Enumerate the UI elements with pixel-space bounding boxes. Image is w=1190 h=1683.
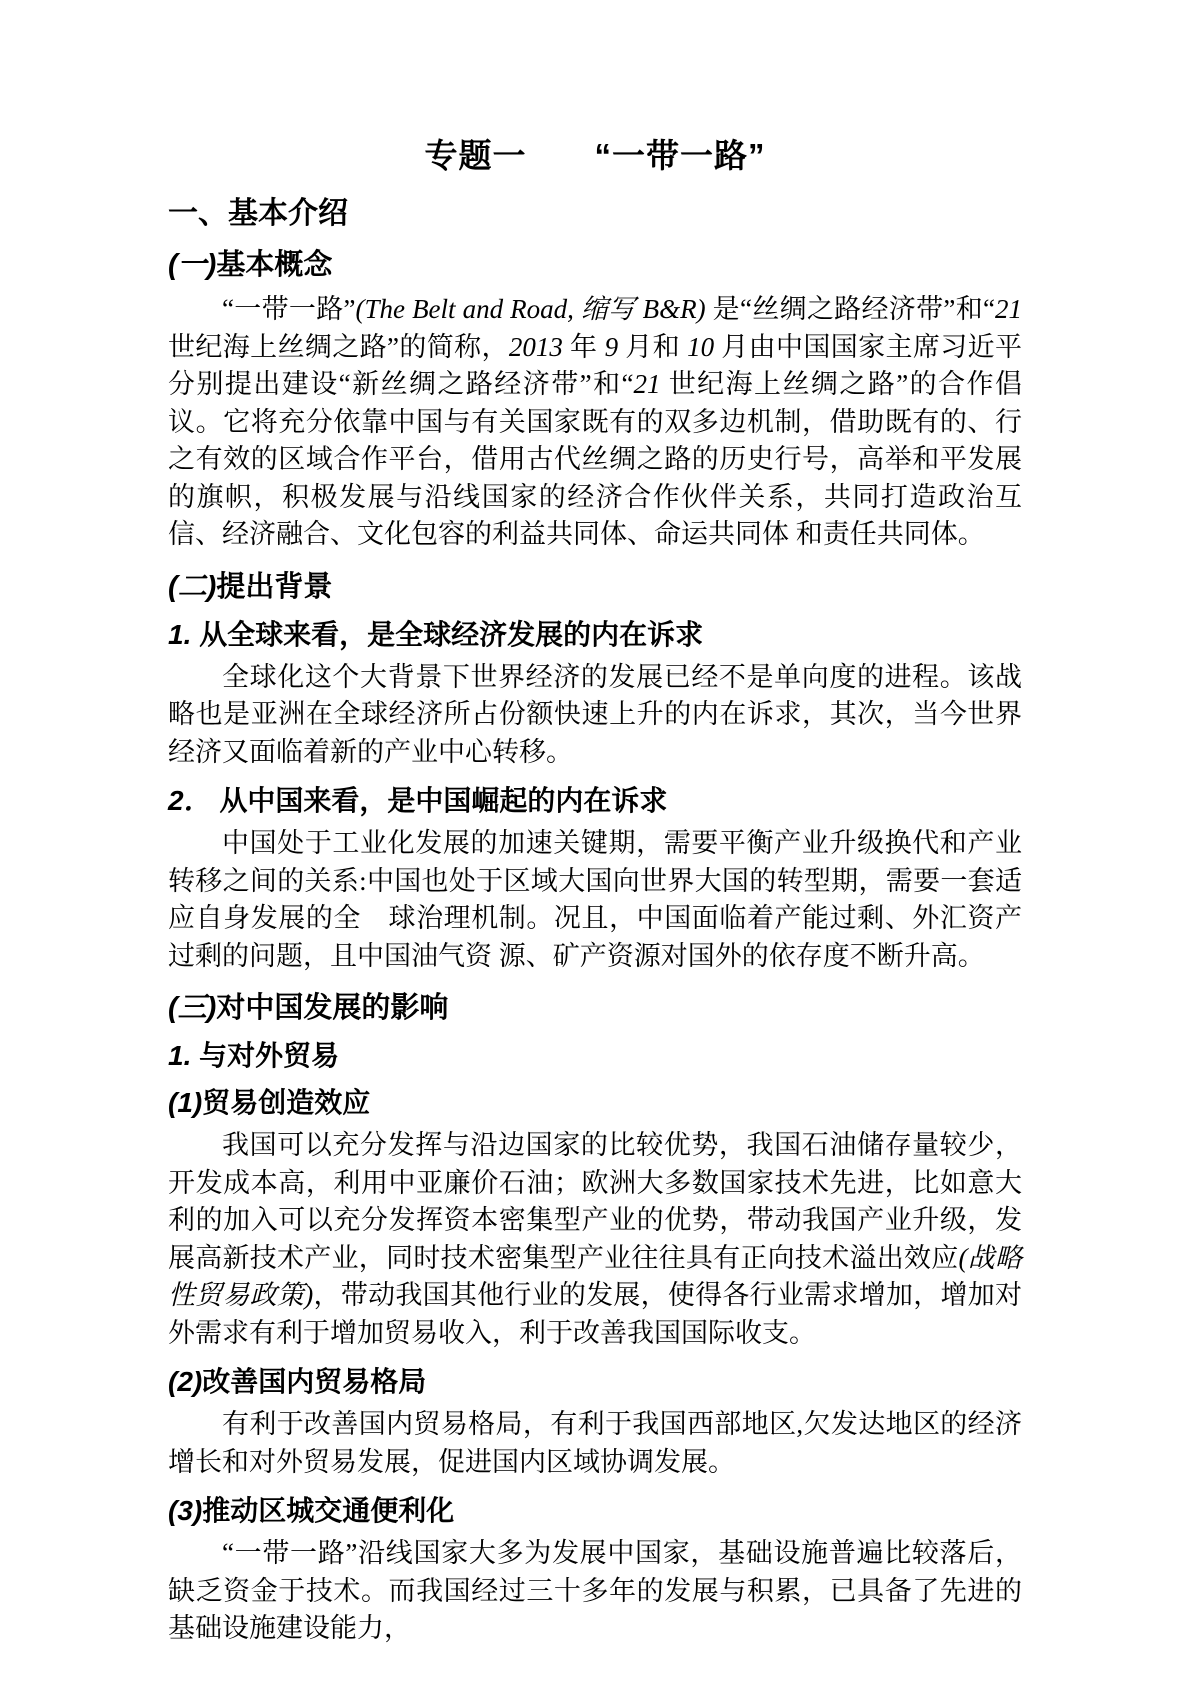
text-run-italic: (一) xyxy=(168,249,217,281)
text-run: 我国可以充分发挥与沿边国家的比较优势，我国石油储存量较少，开发成本高，利用中亚廉价石油；欧洲大多数国家技术先进，比如意大利的加入可以充分发挥资本密集型产业的优势，带动我国产业升级，发展高新技术产业，同时技术密集型产业往往具有正向技术溢出效应 xyxy=(168,1130,1022,1273)
heading-domestic-trade-pattern xyxy=(168,1365,1022,1399)
text-run: 一、基本介绍 xyxy=(168,197,348,230)
text-run: 世纪海上丝绸之路”的合作倡议。它将充分依靠中国与有关国家既有的双多边机制，借助既有的、行之有效的区域合作平台，借用古代丝绸之路的历史行号，高举和平发展的旗帜，积极发展与沿线国家的经济合作伙伴关系，共同打造政治互信、经济融合、文化包容的利益共同体、命运共同体 和责任共同体。 xyxy=(168,369,1023,549)
text-run-italic: (三) xyxy=(168,992,217,1024)
text-run-italic: 21 xyxy=(633,369,661,399)
text-run-italic: (3) xyxy=(168,1495,203,1526)
text-run: 全球化这个大背景下世界经济的发展已经不是单向度的进程。该战略也是亚洲在全球经济所占份额快速上升的内在诉求，其次，当今世界经济又面临着新的产业中心转移。 xyxy=(168,661,1022,767)
heading-basic-introduction xyxy=(168,196,1022,232)
text-run: 月和 xyxy=(618,331,688,362)
text-run-italic: (二) xyxy=(168,570,217,603)
heading-global-perspective xyxy=(168,618,1022,652)
text-run-italic: 1. xyxy=(168,618,192,650)
paragraph-china-perspective xyxy=(168,825,1022,975)
text-run-italic: (1) xyxy=(168,1087,203,1118)
heading-proposal-background xyxy=(168,570,1022,605)
heading-trade-creation-effect xyxy=(168,1086,1022,1120)
text-run: 是“丝绸之路经济带”和“ xyxy=(705,294,995,324)
text-run: 改善国内贸易格局 xyxy=(202,1366,427,1397)
text-run: 对中国发展的影响 xyxy=(216,992,449,1024)
text-run: 推动区城交通便利化 xyxy=(202,1495,455,1526)
text-run: “一带一路”沿线国家大多为发展中国家，基础设施普遍比较落后，缺乏资金于技术。而我国经过三十多年的发展与积累，已具备了先进的基础设施建设能力， xyxy=(168,1538,1022,1643)
text-run-italic: 1. xyxy=(168,1040,192,1071)
text-run: 与对外贸易 xyxy=(191,1040,340,1071)
text-run: 月由中国国家主席习近平分别提出建设“新丝绸之路经济带”和“ xyxy=(168,331,1023,399)
paragraph-basic-concept xyxy=(168,291,1022,554)
text-run: 贸易创造效应 xyxy=(202,1087,371,1118)
text-run: 从中国来看，是中国崛起的内在诉求 xyxy=(211,785,668,816)
paragraph-trade-creation-effect xyxy=(168,1127,1022,1352)
text-run: 世纪海上丝绸之路”的简称， xyxy=(168,331,509,362)
document-title: 专题一 “一带一路” xyxy=(424,137,766,174)
paragraph-global-perspective xyxy=(168,659,1022,772)
text-run-italic: (The Belt and Road, 缩写 B&R) xyxy=(355,294,706,324)
heading-foreign-trade xyxy=(168,1039,1022,1073)
heading-impact-on-china xyxy=(168,991,1022,1026)
text-run-italic: 10 xyxy=(687,331,715,362)
text-run: ，带动我国其他行业的发展，使得各行业需求增加，增加对外需求有利于增加贸易收入，利于改善我国国际收支。 xyxy=(168,1280,1023,1348)
text-run: 从全球来看，是全球经济发展的内在诉求 xyxy=(191,618,704,650)
text-run-italic: (战略性贸易政策) xyxy=(168,1242,1022,1310)
text-run: “一带一路” xyxy=(222,294,356,324)
text-run: 提出背景 xyxy=(216,570,333,603)
text-run-italic: 21 xyxy=(995,294,1022,324)
text-run: 有利于改善国内贸易格局，有利于我国西部地区,欠发达地区的经济增长和对外贸易发展，促进国内区域协调发展。 xyxy=(168,1409,1022,1477)
text-run-italic: (2) xyxy=(168,1366,203,1397)
text-run-italic: 2． xyxy=(168,785,212,816)
heading-china-perspective xyxy=(168,784,1022,818)
paragraph-regional-transport-facilitation xyxy=(168,1535,1022,1648)
text-run-italic: 9 xyxy=(604,331,619,362)
text-run: 中国处于工业化发展的加速关键期，需要平衡产业升级换代和产业转移之间的关系:中国也处于区域大国向世界大国的转型期，需要一套适应自身发展的全 球治理机制。况且，中国面临着产能过剩、外汇资产过剩的问题，且中国油气资 源、矿产资源对国外的依存度不断升高。 xyxy=(168,828,1022,971)
document-body xyxy=(168,196,1022,1648)
heading-regional-transport-facilitation xyxy=(168,1494,1022,1528)
paragraph-domestic-trade-pattern xyxy=(168,1406,1022,1481)
heading-basic-concept xyxy=(168,248,1022,283)
text-run: 基本概念 xyxy=(216,249,333,281)
text-run-italic: 2013 xyxy=(508,331,563,362)
text-run: 年 xyxy=(562,331,605,362)
